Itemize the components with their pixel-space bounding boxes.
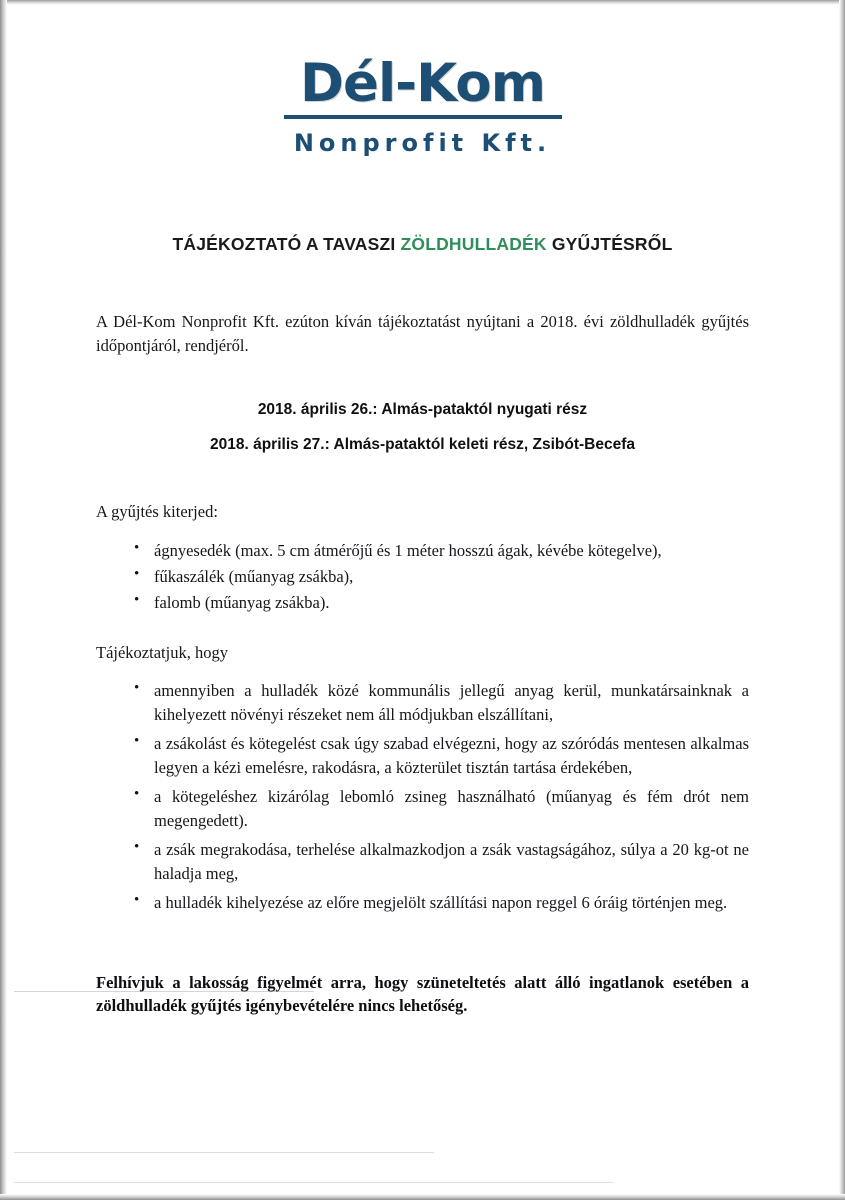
- collection-dates: [96, 401, 749, 454]
- list-item: • ágnyesedék (max. 5 cm átmérőjű és 1 méter hosszú ágak, kévébe kötegelve),: [154, 539, 749, 563]
- scan-edge-bottom: [0, 1194, 845, 1200]
- page-title-highlight: ZÖLDHULLADÉK: [400, 233, 547, 254]
- company-logo: [96, 0, 749, 157]
- logo-underline-rule: [284, 115, 562, 119]
- logo-wordmark: Dél-Kom: [300, 53, 545, 114]
- page-title-part-before: TÁJÉKOZTATÓ A TAVASZI: [172, 233, 401, 254]
- page-title-part-after: GYŰJTÉSRŐL: [546, 233, 673, 254]
- footer-note: Felhívjuk a lakosság figyelmét arra, hogy szüneteltetés alatt álló ingatlanok esetében a zöldhulladék gyűjtés igénybevételére nincs lehetőség.: [96, 972, 749, 1016]
- logo-subtitle: Nonprofit Kft.: [293, 128, 552, 157]
- collection-date-2: 2018. április 27.: Almás-pataktól keleti rész, Zsibót-Becefa: [210, 436, 635, 454]
- list-item: • amennyiben a hulladék közé kommunális jellegű anyag kerül, munkatársainknak a kihelyezett növényi részeket nem áll módjukban elszállítani,: [154, 679, 749, 727]
- page-title: [96, 234, 749, 255]
- intro-paragraph: A Dél-Kom Nonprofit Kft. ezúton kíván tájékoztatást nyújtani a 2018. évi zöldhulladék gyűjtés időpontjáról, rendjéről.: [96, 311, 749, 355]
- list-item: • a kötegeléshez kizárólag lebomló zsineg használható (műanyag és fém drót nem megengedett).: [154, 785, 749, 833]
- list-item: • fűkaszálék (műanyag zsákba),: [154, 565, 749, 589]
- list-item: • a zsák megrakodása, terhelése alkalmazkodjon a zsák vastagságához, súlya a 20 kg-ot ne haladja meg,: [154, 838, 749, 886]
- collection-date-1: 2018. április 26.: Almás-pataktól nyugati rész: [257, 401, 588, 419]
- list-item: • a hulladék kihelyezése az előre megjelölt szállítási napon reggel 6 óráig történjen meg.: [154, 891, 749, 915]
- scan-artifact-line: [14, 1182, 614, 1183]
- notice-list: [96, 679, 749, 914]
- collection-list: [96, 539, 749, 615]
- collection-lead: A gyűjtés kiterjed:: [96, 502, 218, 522]
- list-item: • falomb (műanyag zsákba).: [154, 591, 749, 615]
- notice-lead: Tájékoztatjuk, hogy: [96, 642, 228, 662]
- list-item: • a zsákolást és kötegelést csak úgy szabad elvégezni, hogy az szóródás mentesen alkalmas legyen a kézi emelésre, rakodásra, a közterület tisztán tartása érdekében,: [154, 732, 749, 780]
- scan-artifact-line: [14, 1152, 434, 1153]
